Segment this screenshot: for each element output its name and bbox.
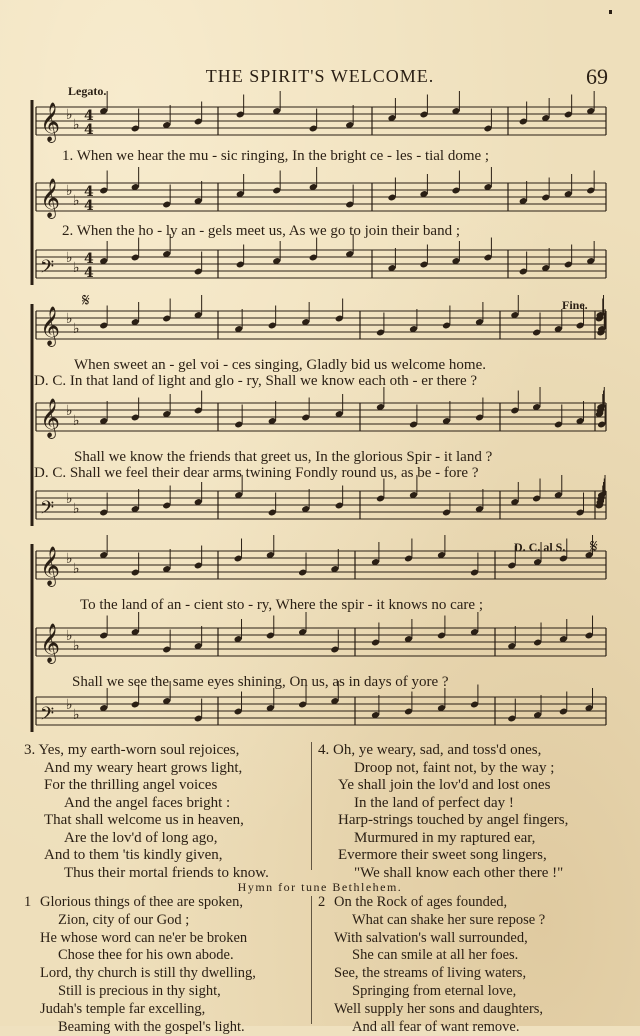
hymn-line: Lord, thy church is still thy dwelling, — [40, 965, 256, 982]
hymn-title: Hymn for tune Bethlehem. — [237, 880, 403, 894]
verse-line: And my weary heart grows light, — [44, 759, 243, 776]
verse-line: Murmured in my raptured ear, — [354, 829, 536, 846]
corner-mark — [609, 10, 612, 14]
page-number: 69 — [586, 64, 608, 89]
hymn-line: Judah's temple far excelling, — [40, 1000, 206, 1017]
verse-line: That shall welcome us in heaven, — [44, 812, 244, 828]
flat-sign-icon: ♭ — [73, 117, 80, 133]
verse-line: And to them 'tis kindly given, — [44, 847, 223, 863]
flat-sign-icon: ♭ — [66, 551, 73, 567]
flat-sign-icon: ♭ — [73, 193, 80, 209]
flat-sign-icon: ♭ — [66, 628, 73, 644]
verse-line: Oh, ye weary, sad, and toss'd ones, — [333, 742, 542, 758]
flat-sign-icon: ♭ — [66, 107, 73, 123]
flat-sign-icon: ♭ — [66, 250, 73, 266]
dc-al-segno-marking: D. C. al S. — [514, 540, 566, 554]
flat-sign-icon: ♭ — [73, 413, 80, 429]
column-divider — [311, 896, 312, 1024]
hymn-line: She can smile at all her foes. — [352, 947, 519, 964]
hymn-line: He whose word can ne'er be broken — [40, 929, 248, 946]
hymn-line: What can shake her sure repose ? — [352, 911, 546, 928]
flat-sign-icon: ♭ — [66, 491, 73, 507]
hymn-line: Well supply her sons and daughters, — [334, 1000, 544, 1017]
fine-marking: Fine. — [562, 298, 588, 312]
time-signature-bottom: 4 — [84, 265, 94, 281]
flat-sign-icon: ♭ — [66, 697, 73, 713]
verse-line: Thus their mortal friends to know. — [64, 864, 269, 881]
hymn-stanza-2 — [318, 894, 546, 1036]
flat-sign-icon: ♭ — [66, 311, 73, 327]
time-signature-top: 4 — [84, 184, 94, 200]
lyric-line: When sweet an - gel voi - ces singing, Gladly bid us welcome home. — [74, 357, 486, 373]
flat-sign-icon: ♭ — [73, 561, 80, 577]
verse-line: And the angel faces bright : — [64, 794, 231, 811]
lyric-line: Shall we see the same eyes shining, On us, as in days of yore ? — [72, 674, 449, 690]
verse-line: Ye shall join the lov'd and lost ones — [338, 777, 551, 793]
hymn-line: Zion, city of our God ; — [58, 911, 190, 928]
song-title: THE SPIRIT'S WELCOME. — [205, 66, 435, 86]
hymn-line: Glorious things of thee are spoken, — [40, 894, 243, 910]
flat-sign-icon: ♭ — [73, 260, 80, 276]
stanza-number: 1 — [24, 894, 32, 910]
bass-clef-icon: 𝄢 — [40, 257, 55, 282]
verse-line: "We shall know each other there !" — [354, 864, 564, 881]
lyric-line-verse1: 1. When we hear the mu - sic ringing, In the bright ce - les - tial dome ; — [62, 148, 490, 164]
bass-clef-icon: 𝄢 — [40, 704, 55, 729]
hymn-line: With salvation's wall surrounded, — [334, 929, 528, 946]
segno-icon: 𝄋 — [82, 290, 90, 311]
lyric-line-dc: D. C. In that land of light and glo - ry, Shall we know each oth - er there ? — [34, 373, 478, 389]
hymn-line: Still is precious in thy sight, — [58, 982, 221, 999]
hymn-line: Springing from eternal love, — [352, 982, 517, 999]
verse-line: In the land of perfect day ! — [354, 794, 514, 811]
bass-clef-icon: 𝄢 — [40, 498, 55, 523]
flat-sign-icon: ♭ — [73, 501, 80, 517]
lyric-line: Shall we know the friends that greet us, In the glorious Spir - it land ? — [74, 449, 493, 465]
lyric-line-verse2: 2. When the ho - ly an - gels meet us, As we go to join their band ; — [62, 223, 460, 239]
column-divider — [311, 742, 312, 870]
lyric-line-dc: D. C. Shall we feel their dear arms twining Fondly round us, as be - fore ? — [34, 465, 479, 481]
time-signature-bottom: 4 — [84, 122, 94, 138]
verse-3 — [24, 742, 269, 882]
treble-clef-icon: 𝄞 — [40, 178, 61, 218]
verse-line: Yes, my earth-worn soul rejoices, — [38, 742, 240, 758]
flat-sign-icon: ♭ — [73, 707, 80, 723]
flat-sign-icon: ♭ — [66, 183, 73, 199]
hymn-line: Chose thee for his own abode. — [58, 947, 234, 964]
verse-line: Droop not, faint not, by the way ; — [354, 759, 555, 776]
verse-line: Are the lov'd of long ago, — [64, 829, 218, 846]
verse-line: Evermore their sweet song lingers, — [338, 847, 547, 863]
flat-sign-icon: ♭ — [73, 638, 80, 654]
hymn-line: Beaming with the gospel's light. — [58, 1018, 245, 1035]
lyric-line: To the land of an - cient sto - ry, Where the spir - it knows no care ; — [80, 597, 483, 613]
verse-4 — [318, 742, 568, 882]
verse-line: Harp-strings touched by angel fingers, — [338, 812, 569, 828]
hymn-line: On the Rock of ages founded, — [334, 894, 508, 910]
flat-sign-icon: ♭ — [73, 321, 80, 337]
hymn-stanza-1 — [24, 894, 256, 1036]
treble-clef-icon: 𝄞 — [40, 306, 61, 346]
verse-number: 4. — [318, 742, 330, 758]
verse-line: For the thrilling angel voices — [44, 777, 218, 793]
segno-icon: 𝄋 — [590, 536, 598, 557]
tempo-marking: Legato. — [68, 84, 107, 98]
time-signature-top: 4 — [84, 108, 94, 124]
treble-clef-icon: 𝄞 — [40, 546, 61, 586]
treble-clef-icon: 𝄞 — [40, 102, 61, 142]
treble-clef-icon: 𝄞 — [40, 623, 61, 663]
time-signature-bottom: 4 — [84, 198, 94, 214]
hymn-line: See, the streams of living waters, — [334, 965, 527, 982]
hymn-line: And all fear of want remove. — [352, 1018, 520, 1035]
stanza-number: 2 — [318, 894, 326, 910]
flat-sign-icon: ♭ — [66, 403, 73, 419]
treble-clef-icon: 𝄞 — [40, 398, 61, 438]
verse-number: 3. — [24, 742, 36, 758]
time-signature-top: 4 — [84, 251, 94, 267]
